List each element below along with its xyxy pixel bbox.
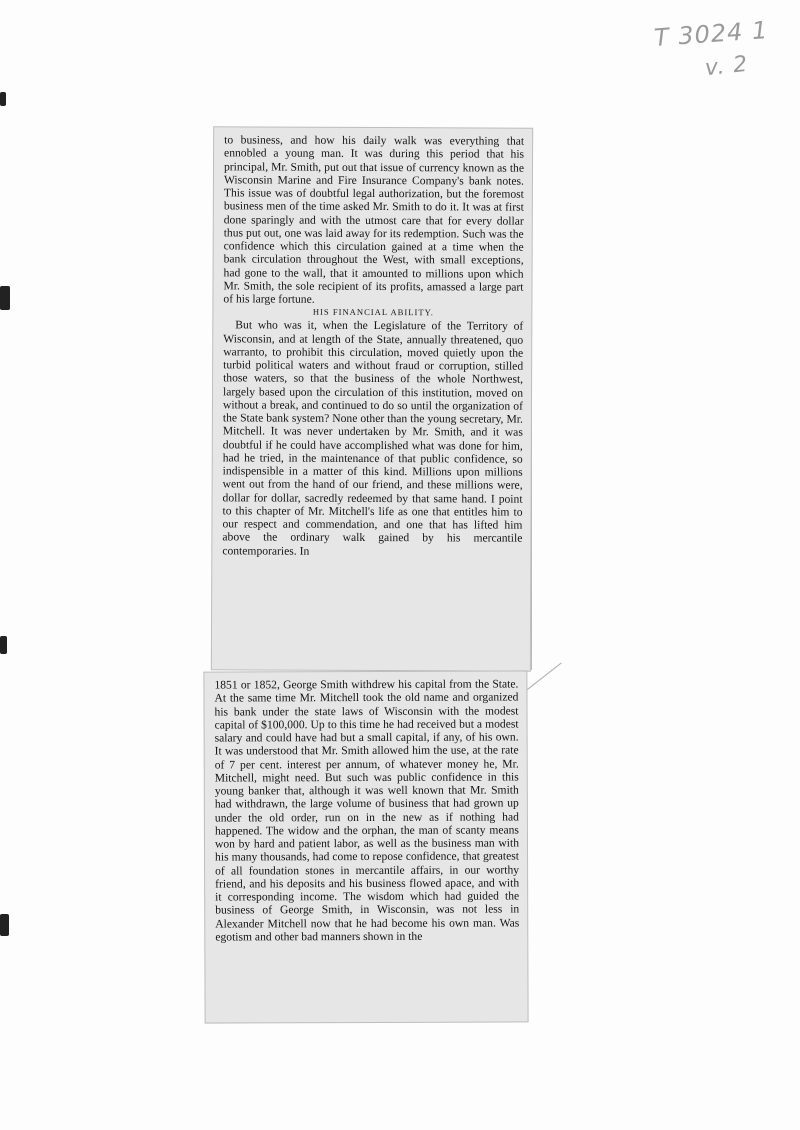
newspaper-clipping-upper [212, 127, 532, 670]
binding-hole-top [0, 92, 6, 106]
section-subheading: HIS FINANCIAL ABILITY. [312, 306, 434, 318]
binding-hole-lower [0, 636, 7, 654]
handwritten-catalog-number: T 3024 1 [652, 16, 769, 52]
binding-hole-bottom [0, 914, 9, 936]
article-paragraph: But who was it, when the Legislature of the Territory of Wisconsin, and at length of the State, annually threatened, quo warranto, to prohibit this circulation, moved quietly upon the turbid political waters and without fraud or corruption, stilled those waters, so that the business of the whole Northwest, largely based upon the circulation of this institution, moved on without a break, and continued to do so until the organization of the State bank system? None other than the young secretary, Mr. Mitchell. It was never undertaken by Mr. Smith, and it was doubtful if he could have accomplished what was done for him, had he tried, in the maintenance of that public confidence, so indispensible in a matter of this kind. Millions upon millions went out from the hand of our friend, and these millions were, dollar for dollar, sacredly redeemed by that same hand. I point to this chapter of Mr. Mitchell's life as one that entitles him to our respect and commendation, and one that has lifted him above the ordinary walk gained by his mercantile contemporaries. In [222, 318, 524, 558]
article-paragraph: to business, and how his daily walk was everything that ennobled a young man. It was during this period that his principal, Mr. Smith, put out that issue of currency known as the Wisconsin Marine and Fire Insurance Company's bank notes. This issue was of doubtful legal authorization, but the foremost business men of the time asked Mr. Smith to do it. It was at first done sparingly and with the utmost care that for every dollar thus put out, one was laid away for its redemption. Such was the confidence which this circulation gained at a time when the bank circulation throughout the West, with small exceptions, had gone to the wall, that it amounted to millions upon which Mr. Smith, the sole recipient of its profits, amassed a large part of his large fortune. [223, 133, 525, 306]
handwritten-volume-number: v. 2 [703, 51, 750, 82]
clipping-column-upper [212, 127, 532, 562]
binding-hole-middle [0, 286, 10, 310]
article-paragraph: 1851 or 1852, George Smith withdrew his capital from the State. At the same time Mr. Mitchell took the old name and organized his bank under the state laws of Wisconsin with the modest capital of $100,000. Up to this time he had received but a modest salary and could have had but a small capital, if any, of his own. It was understood that Mr. Smith allowed him the use, at the rate of 7 per cent. interest per annum, of whatever money he, Mr. Mitchell, might need. But such was public confidence in this young banker that, although it was well known that Mr. Smith had withdrawn, the large volume of business that had grown up under the old order, run on in the new as if nothing had happened. The widow and the orphan, the man of scanty means won by hard and patient labor, as well as the business man with his many thousands, had come to repose confidence, that greatest of all foundation stones in mercantile affairs, in our worthy friend, and his deposits and his business flowed apace, and with it corresponding income. The wisdom which had guided the business of George Smith, in Wisconsin, was not less in Alexander Mitchell now that he had become his own man. Was egotism and other bad manners shown in the [214, 677, 520, 944]
clipping-column-lower [204, 671, 527, 947]
newspaper-clipping-lower [204, 671, 527, 1022]
